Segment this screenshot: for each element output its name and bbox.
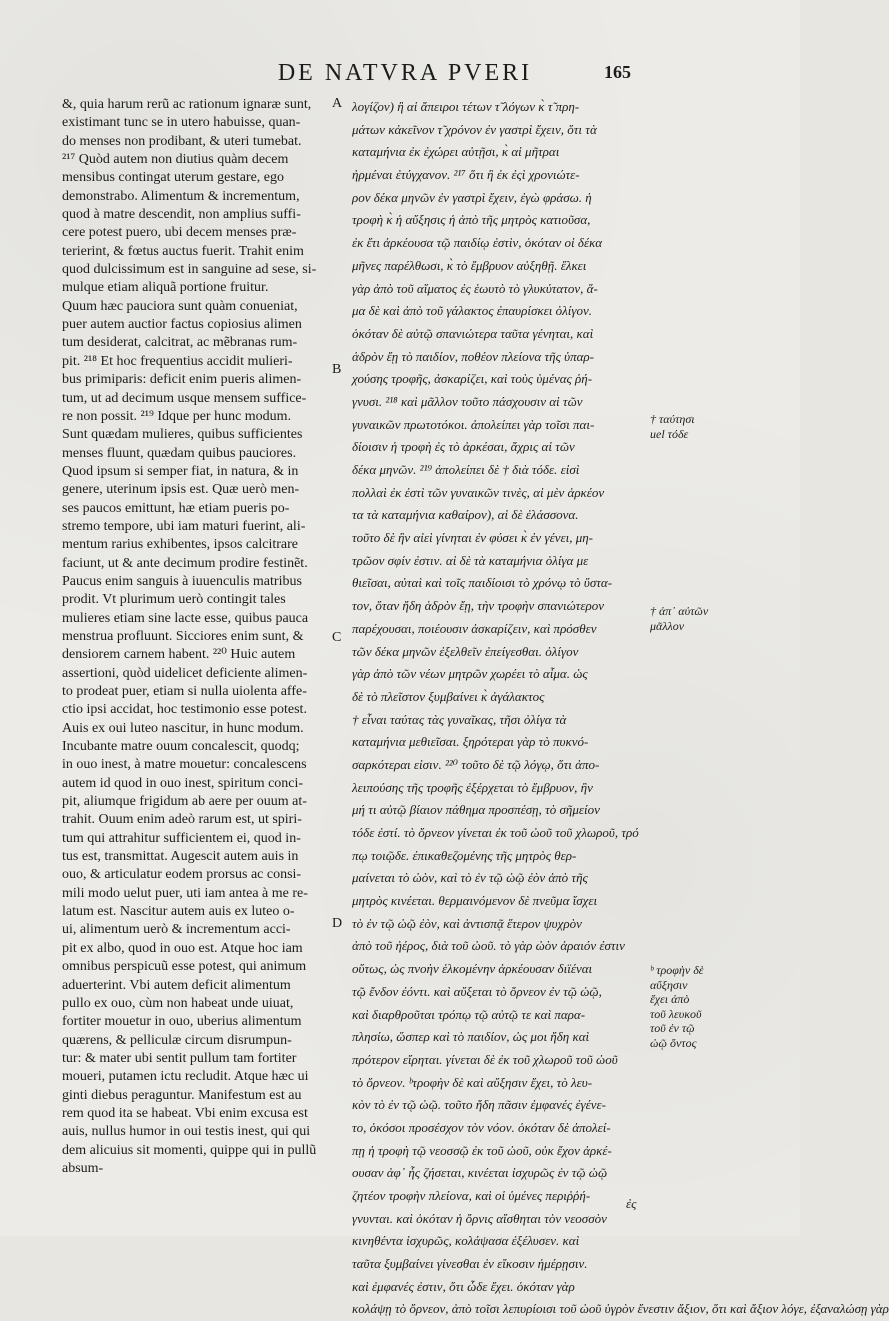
margin-note-line: τοῦ λευκοῦ — [650, 1006, 702, 1021]
greek-text-line: καὶ διαρθροῦται τρόπῳ τῷ αὐτῷ τε καὶ παρα- — [352, 1006, 586, 1022]
greek-text-line: καταμήνια μεθιεῖσαι. ξηρότεραι γὰρ τὸ πυκνό- — [352, 734, 589, 750]
latin-text-line: do menses non prodibant, & uteri tumebat. — [62, 133, 302, 149]
greek-text-line: γνυνται. καὶ ὁκόταν ἡ ὄρνις αἴσθηται τὸν νεοσσὸν — [352, 1210, 607, 1226]
latin-text-line: dem alicuius sit momenti, quippe qui in pullũ — [62, 1142, 317, 1158]
greek-text-line: δέκα μηνῶν. ²¹⁹ ἀπολείπει δὲ † διὰ τόδε. εἰσὶ — [352, 462, 580, 477]
latin-text-line: demonstrabo. Alimentum & incrementum, — [62, 188, 300, 204]
latin-text-line: tur: & mater ubi sentit pullum tam fortiter — [62, 1050, 297, 1066]
latin-text-line: ctio ipsi accidat, hoc testimonio esse potest. — [62, 702, 307, 718]
latin-text-line: pullo ex ouo, cùm non habeat unde uiuat, — [62, 995, 294, 1011]
latin-text-line: quod dulcissimum est in sanguine ad sese, si- — [62, 262, 317, 278]
greek-text-line: † εἶναι ταύτας τὰς γυναῖκας, τῆσι ὀλίγα τὰ — [352, 711, 567, 727]
latin-text-line: tum desiderat, calcitrat, ac mẽbranas rum- — [62, 335, 298, 351]
latin-text-line: terierint, & fœtus auctus fuerit. Trahit enim — [62, 243, 304, 259]
greek-text-line: ἁδρὸν ἔῃ τὸ παιδίον, ποθέον πλείονα τῆς ὑπαρ- — [352, 348, 594, 364]
latin-text-line: existimant tunc se in utero habuisse, quan- — [62, 115, 301, 131]
running-title: DE NATVRA PVERI — [277, 60, 533, 86]
catchword: ἐς — [626, 1196, 637, 1211]
margin-note-line: ἔχει ἀπὸ — [650, 992, 690, 1006]
greek-text-line: γὰρ ἀπὸ τῶν νέων μητρῶν χωρέει τὸ αἷμα. ὡς — [352, 666, 588, 682]
latin-text-line: Incubante matre ouum concalescit, quodq; — [62, 739, 300, 755]
greek-text-line: κὸν τὸ ἐν τῷ ὠῷ. τοῦτο ἤδη πᾶσιν ἐμφανές ἐγένε- — [352, 1097, 607, 1113]
greek-text-line: θιεῖσαι, αὐταὶ καὶ τοῖς παιδίοισι τὸ χρόνῳ τὸ ὕστα- — [352, 575, 613, 591]
greek-text-line: ἐκ ἔτι ἀρκέουσα τῷ παιδίῳ ἐστὶν, ὁκόταν οἱ δέκα — [352, 235, 603, 251]
latin-text-line: ouo, & articulatur eodem prorsus ac consi- — [62, 867, 302, 883]
greek-text-line: ὁκόταν δὲ αὐτῷ σπανιώτερα ταῦτα γένηται, καὶ — [352, 325, 594, 341]
greek-text-line: σαρκότεραι εἰσιν. ²²⁰ τοῦτο δὲ τῷ λόγῳ, ὅτι ἀπο- — [352, 756, 600, 772]
latin-text-line: faciunt, ut & ante decimum prodire festinẽt. — [62, 555, 308, 571]
latin-text-line: ses paucos emittunt, hæ etiam pueris po- — [62, 500, 290, 516]
latin-text-line: prodit. Vt plurimum uerò contingit tales — [62, 592, 286, 608]
latin-text-line: ²¹⁷ Quòd autem non diutius quàm decem — [62, 152, 289, 168]
margin-note-2 — [650, 604, 790, 634]
latin-text-line: mulieres etiam sine lacte esse, quibus pauca — [62, 610, 309, 626]
latin-text-line: bus primiparis: deficit enim pueris alimen- — [62, 372, 302, 388]
greek-text-line: μα δὲ καὶ ἀπὸ τοῦ γάλακτος ἐπαυρίσκει ὀλίγον. — [352, 303, 593, 319]
latin-text-line: autem id quod in ouo inest, spiritum conci- — [62, 775, 304, 791]
latin-column — [62, 96, 330, 1178]
greek-text-line: πλησίω, ὥσπερ καὶ τὸ παιδίον, ὡς μοι ἤδη καὶ — [352, 1029, 590, 1045]
latin-text-line: aduerterint. Vbi autem deficit alimentum — [62, 977, 291, 993]
latin-text-line: moueri, putamen ictu recludit. Atque hæc ui — [62, 1069, 309, 1085]
latin-text-line: in ouo inest, à matre mouetur: concalescens — [62, 757, 307, 773]
greek-text-line: τοῦτο δὲ ἢν αἰεὶ γίνηται ἐν φύσει κ̀ ἐν γένει, μη- — [352, 530, 594, 546]
greek-text-line: ταῦτα ξυμβαίνει γίνεσθαι ἐν εἴκοσιν ἡμέρῃσιν. — [352, 1256, 588, 1272]
greek-text-line: ζητέον τροφὴν πλείονα, καὶ οἱ ὑμένες περιῤῥή- — [352, 1188, 591, 1203]
latin-text-line: Paucus enim sanguis à iuuenculis matribus — [62, 573, 302, 589]
margin-note-line: † ταύτησι — [650, 412, 695, 426]
greek-text-line: ρον δέκα μηνῶν ἐν γαστρὶ ἔχειν, ἐγὼ φράσω. ἡ — [352, 189, 592, 205]
greek-text-line: τρῶον σφίν ἐστιν. αἱ δὲ τὰ καταμήνια ὀλίγα με — [352, 552, 589, 568]
page-number: 165 — [604, 62, 631, 82]
greek-text-line: πολλαὶ ἐκ ἐστὶ τῶν γυναικῶν τινὲς, αἱ μὲν ἀρκέον — [352, 484, 605, 500]
latin-text-line: absum- — [62, 1160, 104, 1176]
latin-text-line: densiorem carnem habent. ²²⁰ Huic autem — [62, 647, 296, 663]
greek-text-line: οὕτως, ὡς πνοὴν ἑλκομένην ἀρκέουσαν διϊέναι — [352, 961, 593, 977]
latin-text-line: latum est. Nascitur autem auis ex luteo o- — [62, 904, 295, 920]
greek-text-line: καταμήνια ἐκ ἐχώρει αὐτῇσι, κ̀ αἱ μῆτραι — [352, 144, 560, 160]
latin-text-line: quærens, & pelliculæ circum disrumpun- — [62, 1032, 292, 1048]
margin-note-line: uel τόδε — [650, 427, 689, 441]
margin-note-line: † ἀπ᾽ αὐτῶν — [650, 604, 709, 618]
greek-text-line: κολάψῃ τὸ ὄρνεον, ἀπὸ τοῖσι λεπυρίοισι τοῦ ὠοῦ ὑγρὸν ἔνεστιν ἄξιον, ὅτι καὶ ἄξιον λόγε, ἐξαναλώσῃ γὰρ — [352, 1301, 889, 1317]
greek-text-line: ἠρμέναι ἐτύγχανον. ²¹⁷ ὅτι ἢ ἐκ ἐςὶ χρονιώτε- — [352, 167, 580, 183]
greek-text-line: ἀπὸ τοῦ ἠέρος, διὰ τοῦ ὠοῦ. τὸ γὰρ ὠὸν ἀραιόν ἐστιν — [352, 938, 625, 954]
greek-text-line: μαίνεται τὸ ὠὸν, καὶ τὸ ἐν τῷ ὠῷ ἐὸν ἀπὸ τῆς — [352, 870, 588, 886]
greek-text-line: τόδε ἐστί. τὸ ὄρνεον γίνεται ἐκ τοῦ ὠοῦ τοῦ χλωροῦ, τρό — [352, 825, 639, 840]
greek-text-line: λειπούσης τῆς τροφῆς ἐξέρχεται τὸ ἔμβρυον, ἢν — [352, 779, 593, 795]
greek-text-line: τῷ ἔνδον ἐόντι. καὶ αὔξεται τὸ ὄρνεον ἐν τῷ ὠῷ, — [352, 983, 602, 999]
greek-text-line: γὰρ ἀπὸ τοῦ αἵματος ἐς ἑωυτὸ τὸ γλυκύτατον, ἅ- — [352, 280, 598, 296]
latin-text-line: tum, ut ad decimum usque mensem suffice- — [62, 390, 307, 406]
greek-text-line: χούσης τροφῆς, ἀσκαρίζει, καὶ τοὺς ὑμένας ῥή- — [352, 371, 593, 387]
margin-note-line: μᾶλλον — [650, 619, 685, 633]
greek-text-line: μάτων κἀκεῖνον τ̃ χρόνον ἐν γαστρὶ ἔχειν, ὅτι τὰ — [352, 121, 597, 137]
latin-text-line: menstrua profluunt. Sicciores enim sunt, & — [62, 628, 304, 644]
greek-text-line: δὲ τὸ πλεῖστον ξυμβαίνει κ̀ ἀγάλακτος — [352, 688, 545, 704]
latin-text-line: trahit. Ouum enim adeò rarum est, ut spiri- — [62, 812, 302, 828]
latin-text-line: stremo tempore, ubi iam maturi fuerint, ali- — [62, 518, 306, 534]
greek-text-line: τροφὴ κ̀ ἡ αὔξησις ἡ ἀπὸ τῆς μητρὸς κατιοῦσα, — [352, 212, 591, 228]
latin-text-line: pit, aliumque frigidum ab aere per ouum at- — [62, 794, 307, 810]
section-marker-c: C — [332, 630, 342, 645]
latin-text-line: fortiter mouetur in ouo, uberius alimentum — [62, 1014, 302, 1030]
greek-text-line: μητρὸς κινέεται. θερμαινόμενον δὲ πνεῦμα ἴσχει — [352, 893, 598, 909]
section-marker-b: B — [332, 362, 342, 377]
latin-text-line: puer autem auctior factus copiosius alimen — [62, 317, 302, 333]
latin-text-line: mulque etiam aliquã portione fruitur. — [62, 280, 269, 296]
greek-text-line: λογίζον) ἢ αἱ ἄπειροι τέτων τ̃ λόγων κ̀ τ̃ πρη- — [352, 99, 580, 114]
latin-text-line: cere potest puero, ubi decem menses præ- — [62, 225, 297, 241]
greek-text-line: τα τὰ καταμήνια καθαίρον), αἱ δὲ ἐλάσσονα. — [352, 507, 579, 523]
margin-note-line: αὔξησιν — [650, 977, 688, 992]
latin-text-line: rem quod ita se habeat. Vbi enim excusa est — [62, 1105, 308, 1121]
latin-text-line: mensibus contingat uterum gestare, ego — [62, 170, 284, 186]
greek-text-line: πῳ τοιῷδε. ἐπικαθεζομένης τῆς μητρὸς θερ- — [352, 847, 577, 863]
margin-note-line: τοῦ ἐν τῷ — [650, 1021, 695, 1035]
section-marker-d: D — [332, 916, 343, 931]
margin-note-3 — [650, 963, 790, 1050]
greek-text-line: κινηθέντα ἰσχυρῶς, κολάψασα ἐξέλυσεν. καὶ — [352, 1233, 580, 1249]
latin-text-line: tum qui attrahitur sufficientem ei, quod in- — [62, 830, 301, 846]
latin-text-line: omnibus perspicuũ esse potest, qui animum — [62, 959, 307, 975]
greek-text-line: τῶν δέκα μηνῶν ἐξελθεῖν ἐπείγεσθαι. ὀλίγον — [352, 643, 579, 659]
latin-text-line: mili modo uelut puer, uti iam antea à me re- — [62, 885, 308, 901]
latin-text-line: genere, uterinum ipsis est. Quæ uerò men- — [62, 482, 300, 498]
greek-text-line: καὶ ἐμφανές ἐστιν, ὅτι ὧδε ἔχει. ὁκόταν γὰρ — [352, 1278, 575, 1294]
greek-text-line: το, ὁκόσοι προσέσχον τὸν νόον. ὁκόταν δὲ ἀπολεί- — [352, 1119, 611, 1135]
latin-text-line: menses fluunt, quædam quibus pauciores. — [62, 445, 297, 461]
greek-text-line: γυναικῶν πρωτοτόκοι. ἀπολείπει γὰρ τοῖσι παι- — [352, 416, 595, 432]
latin-text-line: quod à matre descendit, non amplius suffi- — [62, 207, 301, 223]
greek-text-line: πῃ ἡ τροφὴ τῷ νεοσσῷ ἐκ τοῦ ὠοῦ, οὐκ ἔχον ἀρκέ- — [352, 1142, 612, 1158]
greek-text-line: πρότερον εἴρηται. γίνεται δὲ ἐκ τοῦ χλωροῦ τοῦ ὠοῦ — [352, 1051, 618, 1067]
greek-text-line: παρέχουσαι, ποιέουσιν ἀσκαρίζειν, καὶ πρόσθεν — [352, 620, 597, 636]
latin-text-line: tus est, transmittat. Augescit autem auis in — [62, 849, 299, 865]
latin-text-line: pit ex albo, quod in ouo est. Atque hoc iam — [62, 940, 303, 956]
latin-text-line: Quum hæc pauciora sunt quàm conueniat, — [62, 298, 298, 314]
latin-text-line: Sunt quædam mulieres, quibus sufficientes — [62, 427, 303, 443]
greek-text-line: τον, ὅταν ἤδη ἁδρὸν ἔῃ, τὴν τροφὴν σπανιώτερον — [352, 598, 604, 614]
margin-note-line: ᵇ τροφὴν δὲ — [650, 963, 704, 977]
latin-text-line: mentum rarius exhibentes, ipsos calcitrare — [62, 537, 298, 553]
margin-note-line: ὠῷ ὄντος — [650, 1035, 697, 1050]
latin-text-line: &, quia harum rerũ ac rationum ignaræ sunt, — [62, 97, 312, 112]
latin-text-line: ginti diebus peraguntur. Manifestum est au — [62, 1087, 302, 1103]
greek-text-line: μή τι αὐτῷ βίαιον πάθημα προσπέσῃ, τὸ σῆμείον — [352, 802, 600, 818]
latin-text-line: re non possit. ²¹⁹ Idque per hunc modum. — [62, 408, 292, 424]
greek-text-line: μῆνες παρέλθωσι, κ̀ τὸ ἔμβρυον αὐξηθῇ. ἕλκει — [352, 257, 587, 273]
greek-text-line: τὸ ὄρνεον. ᵇτροφὴν δὲ καὶ αὔξησιν ἔχει, τὸ λευ- — [352, 1074, 593, 1090]
latin-text-line: assertioni, quòd uidelicet deficiente alimen- — [62, 665, 308, 681]
section-marker-a: A — [332, 96, 343, 111]
latin-text-line: ui, alimentum uerò & incrementum acci- — [62, 922, 291, 938]
greek-text-line: δίοισιν ἡ τροφὴ ἐς τὸ ἀρκέσαι, ἄχρις αἱ τῶν — [352, 439, 575, 455]
greek-text-line: γνυσι. ²¹⁸ καὶ μᾶλλον τοῦτο πάσχουσιν αἱ τῶν — [352, 393, 583, 409]
latin-text-line: to prodeat puer, etiam si nulla uiolenta affe- — [62, 684, 307, 699]
greek-text-line: ουσαν ἀφ᾽ ἧς ζήσεται, κινέεται ἰσχυρῶς ἐν τῷ ὠῷ — [352, 1165, 608, 1181]
latin-text-line: auis, nullus humor in oui testis inest, qui qui — [62, 1124, 311, 1140]
latin-text-line: pit. ²¹⁸ Et hoc frequentius accidit mulieri- — [62, 353, 293, 369]
latin-text-line: Auis ex oui luteo nascitur, in hunc modum. — [62, 720, 304, 736]
greek-text-line: τὸ ἐν τῷ ὠῷ ἐὸν, καὶ ἀντισπᾷ ἕτερον ψυχρὸν — [352, 915, 582, 931]
latin-text-line: Quod ipsum si semper fiat, in natura, & in — [62, 463, 299, 479]
margin-note-1 — [650, 412, 790, 442]
